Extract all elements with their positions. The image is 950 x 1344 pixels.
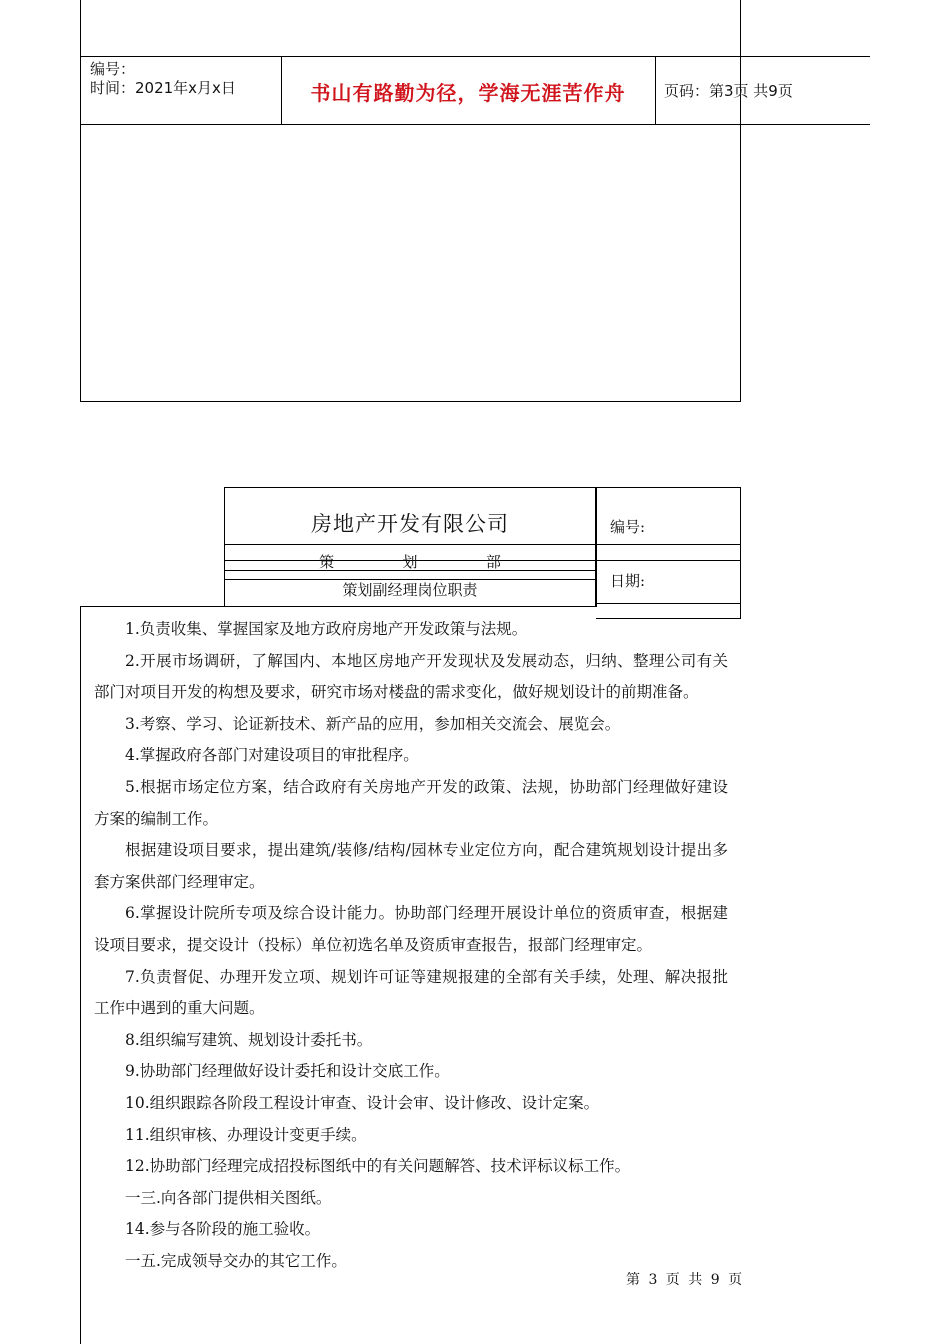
form-line-e: [596, 603, 741, 604]
motto: 书山有路勤为径，学海无涯苦作舟: [310, 80, 626, 105]
duty-item: 7.负责督促、办理开发立项、规划许可证等建规报建的全部有关手续，处理、解决报批工作中遇到的重大问题。: [94, 967, 728, 1018]
duty-item: 12.协助部门经理完成招投标图纸中的有关问题解答、技术评标议标工作。: [125, 1157, 631, 1176]
department-name: [225, 551, 595, 572]
duty-item: 10.组织跟踪各阶段工程设计审查、设计会审、设计修改、设计定案。: [125, 1093, 600, 1112]
top-box-bottom-border: [80, 401, 741, 402]
header-divider-2: [655, 56, 656, 125]
duty-item: 8.组织编写建筑、规划设计委托书。: [125, 1030, 373, 1049]
duty-item: 9.协助部门经理做好设计委托和设计交底工作。: [125, 1062, 450, 1081]
header-meta: [90, 60, 236, 98]
form-top-border: [224, 487, 741, 488]
body-left-border: [80, 606, 81, 1344]
duty-list: [94, 614, 728, 1277]
duty-item: 4.掌握政府各部门对建设项目的审批程序。: [125, 746, 419, 765]
time-label: 时间：2021年x月x日: [90, 79, 236, 97]
duty-item: 14.参与各阶段的施工验收。: [125, 1220, 321, 1239]
top-box-left-border: [80, 0, 81, 402]
department-char: 策: [319, 553, 335, 571]
form-line-a: [224, 544, 741, 545]
form-number-label: 编号:: [610, 518, 646, 536]
department-char: 划: [402, 553, 418, 571]
form-line-f: [80, 606, 597, 607]
doc-title: 策划副经理岗位职责: [342, 581, 478, 599]
form-mid-border: [595, 487, 597, 607]
form-right-border: [740, 487, 741, 619]
duty-item: 11.组织审核、办理设计变更手续。: [125, 1125, 367, 1144]
page-info: 页码：第3页 共9页: [664, 82, 793, 100]
duty-item: 1.负责收集、掌握国家及地方政府房地产开发政策与法规。: [125, 620, 528, 638]
company-name: 房地产开发有限公司: [311, 512, 509, 536]
duty-item: 6.掌握设计院所专项及综合设计能力。协助部门经理开展设计单位的资质审查，根据建设项目要求，提交设计（投标）单位初选名单及资质审查报告，报部门经理审定。: [94, 904, 728, 954]
duty-item: 2.开展市场调研，了解国内、本地区房地产开发现状及发展动态，归纳、整理公司有关部门对项目开发的构想及要求，研究市场对楼盘的需求变化，做好规划设计的前期准备。: [94, 651, 728, 702]
duty-item: 5.根据市场定位方案，结合政府有关房地产开发的政策、法规，协助部门经理做好建设方案的编制工作。: [94, 777, 728, 828]
header-row-top-border: [80, 56, 870, 57]
form-date-label: 日期:: [610, 572, 646, 590]
duty-item: 一五.完成领导交办的其它工作。: [125, 1251, 347, 1270]
department-char: 部: [485, 553, 501, 571]
duty-item: 根据建设项目要求，提出建筑/装修/结构/园林专业定位方向，配合建筑规划设计提出多套方案供部门经理审定。: [94, 841, 728, 891]
number-label: 编号：: [90, 60, 136, 78]
duty-item: 一三.向各部门提供相关图纸。: [125, 1188, 332, 1207]
page-footer: 第 3 页 共 9 页: [626, 1272, 745, 1288]
duty-item: 3.考察、学习、论证新技术、新产品的应用，参加相关交流会、展览会。: [125, 714, 621, 733]
top-box-right-border: [740, 0, 741, 402]
header-row-bottom-border: [80, 124, 870, 125]
